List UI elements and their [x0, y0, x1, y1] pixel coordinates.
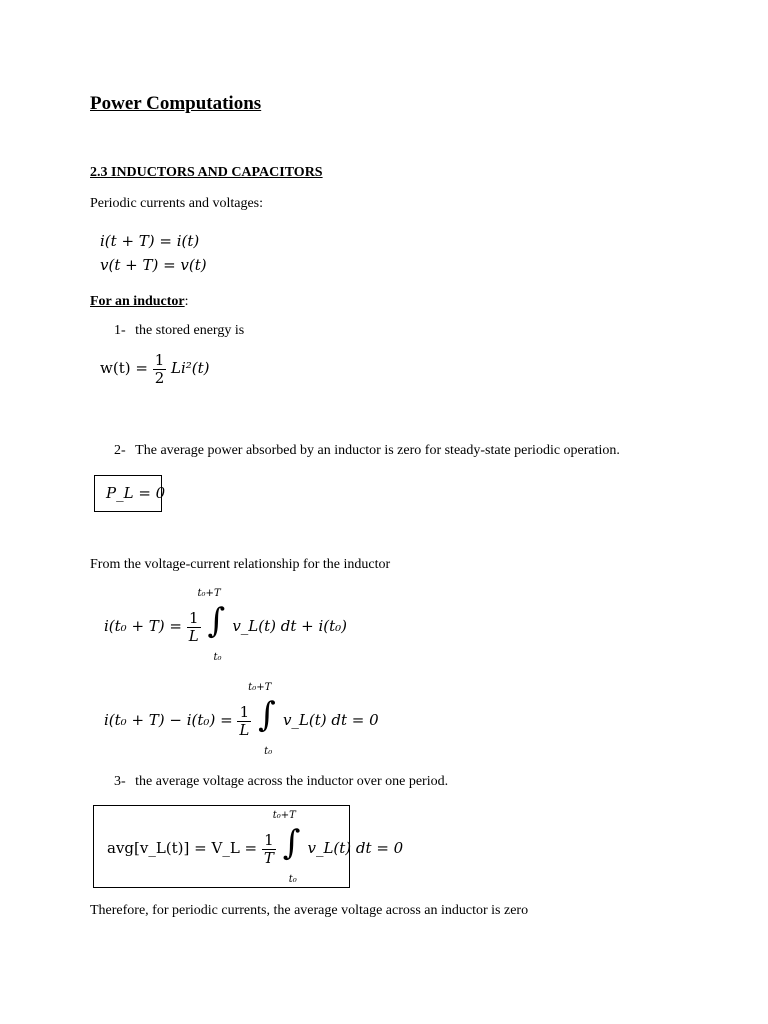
- eq3-lhs: avg[v_L(t)] = V_L =: [107, 839, 258, 857]
- integral-lower-limit-3: t₀: [288, 874, 297, 885]
- eq1-denominator: L: [188, 626, 199, 645]
- half-denominator: 2: [154, 368, 165, 387]
- relation-text: From the voltage-current relationship for the inductor: [90, 557, 391, 572]
- integral-sign-2: t₀+T ∫ t₀: [248, 682, 276, 757]
- eq3-rhs: v_L(t) dt = 0: [307, 839, 404, 857]
- eq2-fraction: [237, 704, 251, 738]
- energy-equation: [100, 352, 210, 386]
- integral-sign-3: t₀+T ∫ t₀: [272, 810, 301, 885]
- power-result-equation: P_L = 0: [106, 484, 166, 502]
- eq1-rhs: v_L(t) dt + i(t₀): [232, 617, 348, 635]
- intro-text: Periodic currents and voltages:: [90, 196, 264, 211]
- integral-lower-limit-1: t₀: [213, 652, 222, 663]
- eq1-fraction: [187, 610, 201, 644]
- periodic-current-equation: i(t + T) = i(t): [100, 232, 200, 250]
- integral-upper-limit-2: t₀+T: [248, 682, 272, 693]
- average-voltage-box: [93, 805, 404, 888]
- inductor-heading-colon: :: [184, 294, 189, 309]
- eq2-numerator: 1: [237, 704, 251, 722]
- inductor-heading: For an inductor: [90, 294, 185, 309]
- eq2-denominator: L: [239, 720, 250, 739]
- integral-lower-limit-2: t₀: [264, 746, 273, 757]
- list-number-1: 1-: [114, 323, 126, 338]
- eq1-numerator: 1: [187, 610, 201, 628]
- average-voltage-equation: [107, 810, 404, 885]
- energy-lhs: w(t) =: [100, 359, 148, 377]
- periodic-voltage-equation: v(t + T) = v(t): [100, 256, 207, 274]
- eq2-rhs: v_L(t) dt = 0: [282, 711, 379, 729]
- integral-equation-1: [104, 588, 348, 663]
- eq3-denominator: T: [263, 848, 274, 867]
- integral-sign-1: t₀+T ∫ t₀: [197, 588, 226, 663]
- integral-upper-limit-3: t₀+T: [272, 810, 296, 821]
- energy-rhs: Li²(t): [171, 359, 210, 377]
- eq1-lhs: i(t₀ + T) =: [104, 617, 182, 635]
- list-item-3: [114, 774, 448, 790]
- integral-upper-limit-1: t₀+T: [197, 588, 221, 599]
- list-number-3: 3-: [114, 774, 126, 789]
- section-heading: 2.3 INDUCTORS AND CAPACITORS: [90, 165, 323, 180]
- integral-equation-2: [104, 682, 379, 757]
- list-text-2: The average power absorbed by an inductor is zero for steady-state periodic operation.: [135, 443, 620, 458]
- half-numerator: 1: [154, 351, 165, 369]
- eq2-lhs: i(t₀ + T) − i(t₀) =: [104, 711, 233, 729]
- list-text-1: the stored energy is: [135, 323, 245, 338]
- eq3-numerator: 1: [262, 832, 276, 850]
- page-title: Power Computations: [90, 93, 262, 114]
- inductor-heading-line: [90, 294, 189, 310]
- power-result-box: [94, 475, 166, 512]
- half-fraction: [153, 352, 167, 386]
- eq3-fraction: [262, 832, 276, 866]
- list-item-2: [114, 443, 620, 459]
- list-item-1: [114, 323, 244, 339]
- list-number-2: 2-: [114, 443, 126, 458]
- conclusion-text: Therefore, for periodic currents, the average voltage across an inductor is zero: [90, 903, 529, 918]
- list-text-3: the average voltage across the inductor over one period.: [135, 774, 449, 789]
